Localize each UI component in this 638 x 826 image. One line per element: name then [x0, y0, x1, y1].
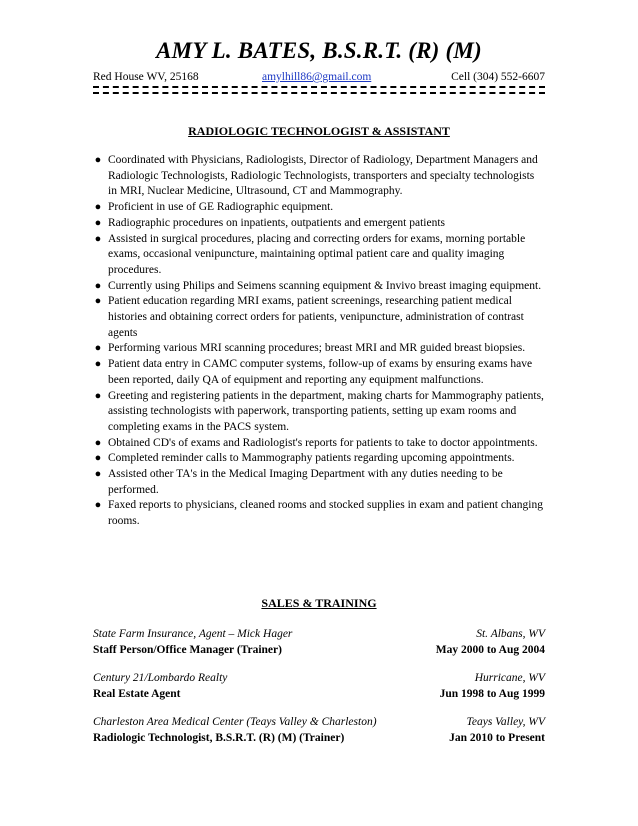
job-entry	[93, 670, 545, 702]
job-dates: Jan 2010 to Present	[449, 732, 545, 744]
bullet-icon: ●	[94, 389, 102, 402]
bullet-icon: ●	[94, 436, 102, 449]
list-item: ● Performing various MRI scanning procedures; breast MRI and MR guided breast biopsies.	[93, 341, 545, 357]
bullet-icon: ●	[94, 201, 102, 214]
list-item: ● Assisted in surgical procedures, placing and correcting orders for exams, morning portable exams, occasional venipuncture, maintaining optimal patient care and quality imaging procedures.	[94, 232, 526, 276]
list-item: ● Faxed reports to physicians, cleaned rooms and stocked supplies in exam and patient changing rooms.	[94, 499, 543, 528]
list-item: ● Radiographic procedures on inpatients, outpatients and emergent patients	[93, 216, 545, 232]
bullet-icon: ●	[94, 279, 102, 292]
job-location: Teays Valley, WV	[466, 716, 545, 728]
list-item: ● Patient data entry in CAMC computer systems, follow-up of exams by ensuring exams have been reported, daily QA of equipment and reporting any equipment malfunctions.	[94, 358, 533, 386]
bullet-icon: ●	[94, 468, 102, 481]
job-dates: May 2000 to Aug 2004	[435, 644, 545, 656]
bullet-icon: ●	[94, 499, 102, 512]
address: Red House WV, 25168	[93, 71, 199, 83]
section-title-radiology: RADIOLOGIC TECHNOLOGIST & ASSISTANT	[188, 124, 450, 138]
phone-number: Cell (304) 552-6607	[451, 71, 545, 83]
bullet-icon: ●	[94, 358, 102, 371]
job-title: Real Estate Agent	[93, 688, 181, 700]
candidate-name: AMY L. BATES, B.S.R.T. (R) (M)	[156, 38, 482, 63]
job-company: Charleston Area Medical Center (Teays Valley & Charleston)	[93, 716, 377, 728]
list-item: ● Patient education regarding MRI exams, patient screenings, researching patient medical histories and obtaining correct orders for patients, venipuncture, administration of contrast agents	[94, 295, 524, 339]
list-item: ● Greeting and registering patients in the department, making charts for Mammography patients, assisting technologists with paperwork, transporting patients, setting up exam rooms and completing exams in the PACS system.	[94, 389, 544, 433]
header-divider	[93, 86, 545, 94]
bullet-icon: ●	[94, 232, 102, 245]
list-item: ● Proficient in use of GE Radiographic equipment.	[93, 200, 545, 216]
job-location: St. Albans, WV	[476, 628, 545, 640]
job-title: Radiologic Technologist, B.S.R.T. (R) (M) (Trainer)	[93, 732, 345, 744]
job-location: Hurricane, WV	[474, 672, 545, 684]
bullet-icon: ●	[94, 452, 102, 465]
list-item: ● Currently using Philips and Seimens scanning equipment & Invivo breast imaging equipment.	[93, 279, 545, 295]
list-item: ● Coordinated with Physicians, Radiologists, Director of Radiology, Department Managers and Radiologic Technologists, Radiologic Technologists, transporters and specialty technologists in MRI, Nuclear Medicine, Ultrasound, CT and Mammography.	[94, 154, 538, 198]
list-item: ● Assisted other TA's in the Medical Imaging Department with any duties needing to be performed.	[94, 468, 503, 496]
contact-line	[93, 70, 545, 84]
job-company: State Farm Insurance, Agent – Mick Hager	[93, 628, 293, 640]
list-item: ● Completed reminder calls to Mammography patients regarding upcoming appointments.	[93, 451, 545, 467]
bullet-icon: ●	[94, 216, 102, 229]
section-title-sales: SALES & TRAINING	[261, 596, 377, 610]
job-entry	[93, 626, 545, 658]
job-title: Staff Person/Office Manager (Trainer)	[93, 644, 282, 656]
bullet-icon: ●	[94, 342, 102, 355]
email-link[interactable]: amylhill86@gmail.com	[262, 71, 372, 83]
job-company: Century 21/Lombardo Realty	[93, 672, 228, 684]
bullet-icon: ●	[94, 154, 102, 166]
job-entry	[93, 714, 545, 746]
job-dates: Jun 1998 to Aug 1999	[439, 688, 545, 700]
radiology-duties-list	[93, 153, 545, 530]
list-item: ● Obtained CD's of exams and Radiologist's reports for patients to take to doctor appointments.	[93, 436, 545, 452]
bullet-icon: ●	[94, 295, 102, 308]
